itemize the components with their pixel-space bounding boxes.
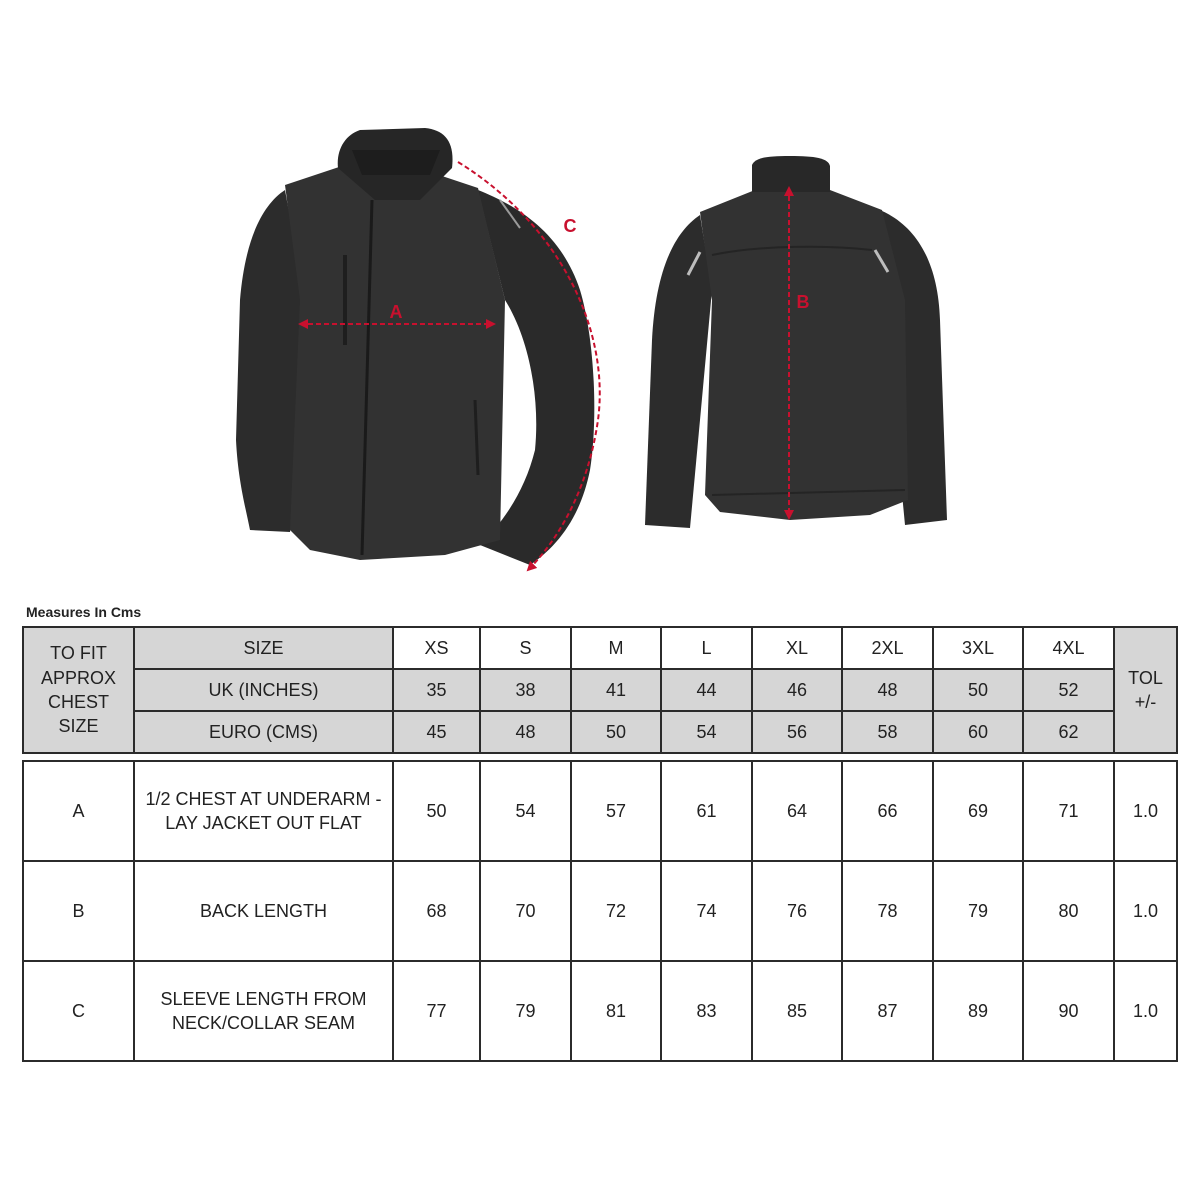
row-value: 81: [571, 961, 661, 1061]
uk-cell: 41: [571, 669, 661, 711]
row-value: 83: [661, 961, 752, 1061]
row-value: 77: [393, 961, 480, 1061]
size-cell: 4XL: [1023, 627, 1114, 669]
size-cell: M: [571, 627, 661, 669]
euro-cell: 48: [480, 711, 571, 753]
row-value: 85: [752, 961, 842, 1061]
row-description: 1/2 CHEST AT UNDERARM - LAY JACKET OUT FLAT: [134, 761, 393, 861]
measure-c-label: C: [563, 216, 577, 236]
size-cell: XS: [393, 627, 480, 669]
row-description: BACK LENGTH: [134, 861, 393, 961]
row-code: A: [23, 761, 134, 861]
row-value: 71: [1023, 761, 1114, 861]
tol-label: TOL +/-: [1114, 627, 1177, 753]
row-value: 87: [842, 961, 933, 1061]
table-row-b: [23, 861, 1177, 961]
row-value: 54: [480, 761, 571, 861]
header-row-uk: [23, 669, 1177, 711]
header-row-euro: [23, 711, 1177, 753]
row-value: 69: [933, 761, 1023, 861]
euro-cell: 62: [1023, 711, 1114, 753]
separator: [23, 753, 1177, 761]
measure-b-label: B: [796, 292, 810, 312]
row-value: 79: [933, 861, 1023, 961]
fit-label: TO FIT APPROX CHEST SIZE: [23, 627, 134, 753]
header-label: SIZE: [134, 627, 393, 669]
uk-cell: 48: [842, 669, 933, 711]
euro-cell: 50: [571, 711, 661, 753]
row-value: 66: [842, 761, 933, 861]
euro-cell: 54: [661, 711, 752, 753]
size-cell: XL: [752, 627, 842, 669]
row-tol: 1.0: [1114, 761, 1177, 861]
row-value: 76: [752, 861, 842, 961]
uk-cell: 50: [933, 669, 1023, 711]
euro-cell: 56: [752, 711, 842, 753]
uk-cell: 46: [752, 669, 842, 711]
header-label: UK (INCHES): [134, 669, 393, 711]
row-tol: 1.0: [1114, 861, 1177, 961]
uk-cell: 52: [1023, 669, 1114, 711]
row-value: 72: [571, 861, 661, 961]
measure-a-label: A: [389, 302, 403, 322]
euro-cell: 58: [842, 711, 933, 753]
header-row-size: [23, 627, 1177, 669]
row-value: 68: [393, 861, 480, 961]
row-value: 74: [661, 861, 752, 961]
euro-cell: 45: [393, 711, 480, 753]
row-tol: 1.0: [1114, 961, 1177, 1061]
uk-cell: 35: [393, 669, 480, 711]
row-description: SLEEVE LENGTH FROM NECK/COLLAR SEAM: [134, 961, 393, 1061]
size-cell: 3XL: [933, 627, 1023, 669]
separator-row: [23, 753, 1177, 761]
row-code: C: [23, 961, 134, 1061]
size-cell: L: [661, 627, 752, 669]
row-value: 70: [480, 861, 571, 961]
table-row-a: [23, 761, 1177, 861]
size-chart-table: [22, 626, 1178, 1062]
row-value: 61: [661, 761, 752, 861]
row-code: B: [23, 861, 134, 961]
table-row-c: [23, 961, 1177, 1061]
row-value: 78: [842, 861, 933, 961]
front-jacket-image: [236, 128, 594, 565]
back-jacket-image: [645, 156, 947, 528]
size-cell: 2XL: [842, 627, 933, 669]
row-value: 90: [1023, 961, 1114, 1061]
header-label: EURO (CMS): [134, 711, 393, 753]
uk-cell: 44: [661, 669, 752, 711]
row-value: 50: [393, 761, 480, 861]
size-cell: S: [480, 627, 571, 669]
row-value: 89: [933, 961, 1023, 1061]
row-value: 57: [571, 761, 661, 861]
row-value: 80: [1023, 861, 1114, 961]
uk-cell: 38: [480, 669, 571, 711]
row-value: 64: [752, 761, 842, 861]
measures-caption: Measures In Cms: [26, 604, 142, 620]
row-value: 79: [480, 961, 571, 1061]
euro-cell: 60: [933, 711, 1023, 753]
